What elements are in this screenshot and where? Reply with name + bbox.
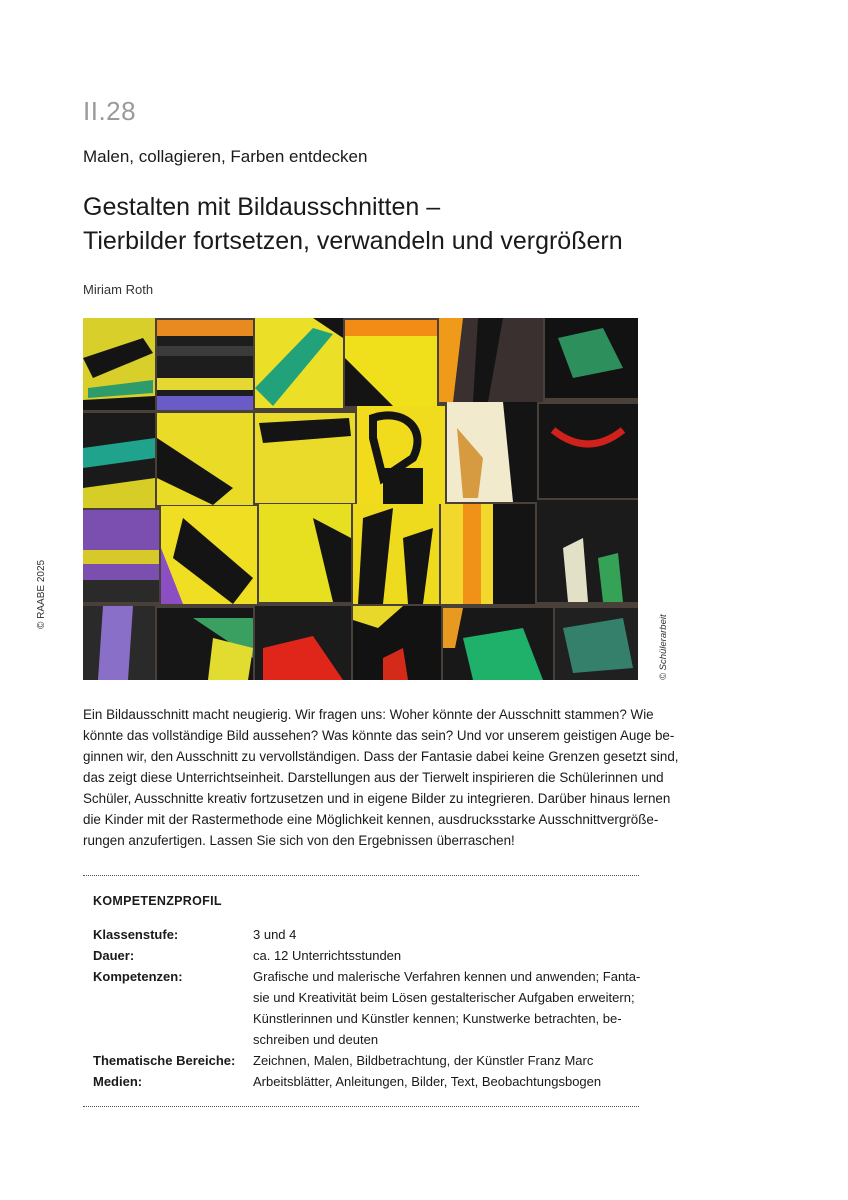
profile-label: Kompetenzen: (93, 969, 183, 984)
profile-value (253, 1071, 633, 1092)
profile-value-line: 3 und 4 (253, 927, 297, 942)
collage-image (83, 318, 638, 680)
profile-value-line: Zeichnen, Malen, Bildbetrachtung, der Künstler Franz Marc (253, 1053, 594, 1068)
intro-line: Schüler, Ausschnitte kreativ fortzusetzen und in eigene Bilder zu integrieren. Darüber hinaus lernen (83, 791, 671, 806)
divider-bottom (83, 1106, 639, 1107)
divider-top (83, 875, 639, 876)
profile-label: Thematische Bereiche: (93, 1053, 236, 1068)
profile-row-grade (93, 924, 633, 945)
intro-line: das zeigt diese Unterrichtseinheit. Darstellungen aus der Tierwelt inspirieren die Schülerinnen und (83, 770, 664, 785)
intro-line: ginnen wir, den Ausschnitt zu vervollständigen. Dass der Fantasie dabei keine Grenzen gesetzt sind, (83, 749, 679, 764)
intro-line: die Kinder mit der Rastermethode eine Möglichkeit kennen, ausdrucksstarke Ausschnittvergröße- (83, 812, 659, 827)
profile-row-media (93, 1071, 633, 1092)
subtitle: Malen, collagieren, Farben entdecken (83, 147, 368, 166)
profile-value (253, 966, 640, 1050)
profile-row-topics (93, 1050, 633, 1071)
intro-line: Ein Bildausschnitt macht neugierig. Wir fragen uns: Woher könnte der Ausschnitt stammen? Wie (83, 707, 654, 722)
author: Miriam Roth (83, 282, 154, 297)
profile-value-line: Künstlerinnen und Künstler kennen; Kunstwerke betrachten, be- (253, 1011, 622, 1026)
intro-line: könnte das vollständige Bild aussehen? Was könnte das sein? Und vor unserem geistigen Auge be- (83, 728, 675, 743)
student-artwork-collage (83, 318, 638, 680)
profile-value-line: sie und Kreativität beim Lösen gestalterischer Aufgaben erweitern; (253, 990, 635, 1005)
profile-label: Dauer: (93, 948, 135, 963)
intro-line: rungen anzufertigen. Lassen Sie sich von den Ergebnissen überraschen! (83, 833, 515, 848)
section-number: II.28 (83, 96, 137, 126)
tile-1-1 (83, 318, 155, 410)
profile-value-line: ca. 12 Unterrichtsstunden (253, 948, 402, 963)
competence-profile (93, 924, 641, 1092)
profile-label: Medien: (93, 1074, 143, 1089)
profile-row-duration (93, 945, 633, 966)
title-line-1: Gestalten mit Bildausschnitten – (83, 193, 441, 221)
competence-profile-heading: KOMPETENZPROFIL (93, 894, 222, 908)
profile-value (253, 1050, 633, 1071)
profile-value (253, 924, 633, 945)
title-line-2: Tierbilder fortsetzen, verwandeln und vergrößern (83, 227, 623, 255)
page-title (83, 190, 683, 258)
profile-value-line: Arbeitsblätter, Anleitungen, Bilder, Text, Beobachtungsbogen (253, 1074, 602, 1089)
profile-value-line: schreiben und deuten (253, 1032, 379, 1047)
copyright-note: © RAABE 2025 (36, 559, 47, 629)
profile-value-line: Grafische und malerische Verfahren kennen und anwenden; Fanta- (253, 969, 641, 984)
image-credit: © Schülerarbeit (658, 614, 669, 680)
profile-value (253, 945, 633, 966)
intro-paragraph (83, 704, 679, 851)
profile-label: Klassenstufe: (93, 927, 179, 942)
profile-row-competences (93, 966, 641, 1050)
